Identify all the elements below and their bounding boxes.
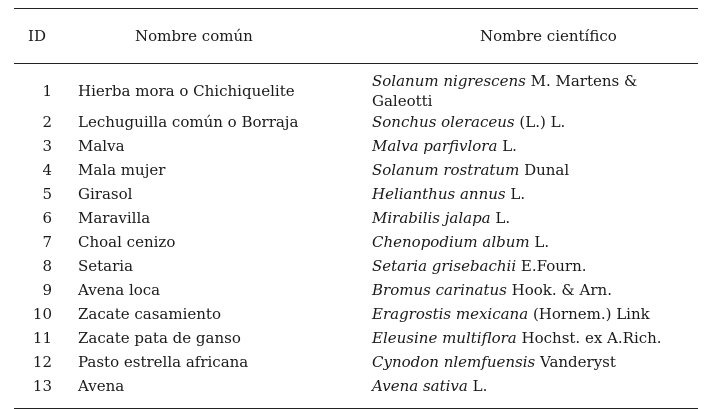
row-scientific-name [370, 111, 698, 135]
row-common-name: Maravilla [78, 209, 151, 228]
row-id: 11 [32, 329, 52, 348]
row-scientific-name [370, 375, 698, 409]
row-scientific-name [370, 351, 698, 375]
header-scientific-name: Nombre científico [480, 27, 617, 45]
table-row [14, 111, 698, 135]
table-row [14, 351, 698, 375]
row-id: 7 [42, 233, 52, 252]
scientific-author: L. [490, 209, 511, 228]
scientific-author: L. [505, 185, 526, 204]
row-scientific-name [370, 303, 698, 327]
row-id: 12 [32, 353, 52, 372]
scientific-author: Dunal [519, 161, 570, 180]
scientific-author: (L.) L. [514, 113, 566, 132]
scientific-binomial: Setaria grisebachii [372, 257, 517, 276]
table-row [14, 255, 698, 279]
row-id: 6 [42, 209, 52, 228]
scientific-author: (Hornem.) Link [528, 305, 650, 324]
row-scientific-name [370, 159, 698, 183]
row-scientific-name [370, 279, 698, 303]
table-row [14, 375, 698, 409]
scientific-binomial: Solanum nigrescens [372, 72, 526, 90]
row-id: 3 [42, 137, 52, 156]
table-row [14, 64, 698, 112]
scientific-author: M. Martens & Galeotti [372, 72, 638, 110]
row-common-name: Pasto estrella africana [78, 353, 249, 372]
table-row [14, 279, 698, 303]
row-common-name: Mala mujer [78, 161, 166, 180]
scientific-author: Hochst. ex A.Rich. [516, 329, 662, 348]
scientific-binomial: Sonchus oleraceus [372, 113, 515, 132]
row-common-name: Malva [78, 137, 125, 156]
table-row [14, 135, 698, 159]
table-header [14, 9, 698, 64]
species-table [14, 8, 698, 409]
scientific-author: L. [497, 137, 517, 156]
row-scientific-name [370, 255, 698, 279]
scientific-author: L. [467, 377, 488, 396]
row-common-name: Hierba mora o Chichiquelite [78, 81, 295, 100]
table-body [14, 64, 698, 409]
row-common-name: Choal cenizo [78, 233, 176, 252]
row-common-name: Zacate pata de ganso [78, 329, 241, 348]
row-scientific-name [370, 64, 698, 112]
scientific-author: E.Fourn. [516, 257, 587, 276]
row-common-name: Avena [78, 377, 125, 396]
row-common-name: Lechuguilla común o Borraja [78, 113, 299, 132]
header-common-name: Nombre común [135, 27, 253, 45]
scientific-binomial: Chenopodium album [372, 233, 530, 252]
row-common-name: Setaria [78, 257, 134, 276]
table-row [14, 183, 698, 207]
table-row [14, 231, 698, 255]
scientific-binomial: Malva parfivlora [372, 137, 498, 156]
scientific-author: Vanderyst [535, 353, 616, 372]
scientific-binomial: Bromus carinatus [372, 281, 507, 300]
scientific-binomial: Helianthus annus [372, 185, 506, 204]
row-id: 5 [42, 185, 52, 204]
scientific-binomial: Cynodon nlemfuensis [372, 353, 536, 372]
row-scientific-name [370, 327, 698, 351]
species-table-container [14, 8, 698, 409]
scientific-binomial: Mirabilis jalapa [372, 209, 491, 228]
scientific-binomial: Solanum rostratum [372, 161, 520, 180]
header-id: ID [28, 27, 46, 45]
row-scientific-name [370, 231, 698, 255]
row-id: 9 [42, 281, 52, 300]
row-id: 2 [42, 113, 52, 132]
row-id: 1 [42, 81, 52, 100]
scientific-binomial: Eragrostis mexicana [372, 305, 529, 324]
table-row [14, 207, 698, 231]
row-common-name: Girasol [78, 185, 133, 204]
scientific-author: L. [529, 233, 550, 252]
row-id: 8 [42, 257, 52, 276]
row-scientific-name [370, 135, 698, 159]
scientific-binomial: Avena sativa [372, 377, 468, 396]
row-id: 4 [42, 161, 52, 180]
row-common-name: Avena loca [78, 281, 161, 300]
table-row [14, 159, 698, 183]
header-row [14, 9, 698, 64]
table-row [14, 303, 698, 327]
row-id: 10 [32, 305, 52, 324]
row-common-name: Zacate casamiento [78, 305, 221, 324]
scientific-binomial: Eleusine multiflora [372, 329, 517, 348]
row-scientific-name [370, 183, 698, 207]
row-id: 13 [32, 377, 52, 396]
table-row [14, 327, 698, 351]
row-scientific-name [370, 207, 698, 231]
scientific-author: Hook. & Arn. [506, 281, 612, 300]
